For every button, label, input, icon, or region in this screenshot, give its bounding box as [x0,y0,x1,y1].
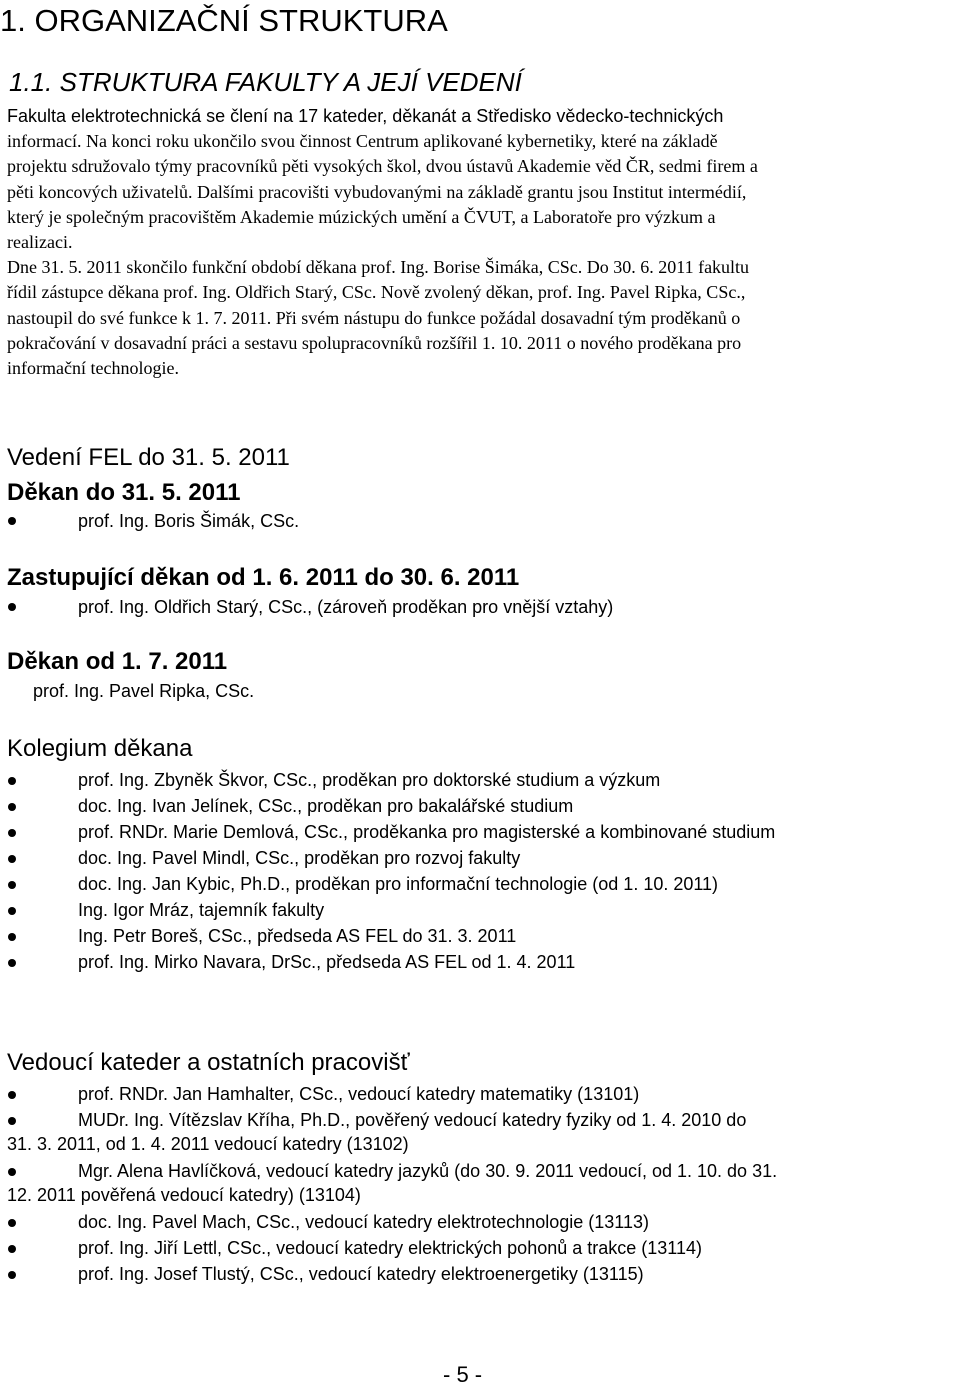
intro-line: pěti koncových uživatelů. Dalšími pracovišti vybudovanými na základě grantu jsou Institut intermédií, [7,181,747,202]
bullet-icon [8,907,16,915]
intro-line: pokračování v dosavadní práci a sestavu spolupracovníků rozšířil 1. 10. 2011 o nového proděkana pro [7,332,742,353]
kolegium-item: prof. Ing. Zbyněk Škvor, CSc., proděkan pro doktorské studium a výzkum [78,770,661,790]
bullet-icon [8,881,16,889]
kolegium-item: Ing. Petr Boreš, CSc., předseda AS FEL do 31. 3. 2011 [78,926,517,946]
intro-line: který je společným pracovištěm Akademie múzických umění a ČVUT, a Laboratoře pro výzkum a [7,206,716,227]
bullet-icon [8,603,16,611]
bullet-icon [8,959,16,967]
zastupujici-item: prof. Ing. Oldřich Starý, CSc., (zároveň proděkan pro vnější vztahy) [78,597,614,617]
kolegium-item: prof. RNDr. Marie Demlová, CSc., proděkanka pro magisterské a kombinované studium [78,822,776,842]
vedouci-heading: Vedoucí kateder a ostatních pracovišť [7,1049,410,1076]
kolegium-item: prof. Ing. Mirko Navara, DrSc., předseda AS FEL od 1. 4. 2011 [78,952,576,972]
vedouci-item: Mgr. Alena Havlíčková, vedoucí katedry jazyků (do 30. 9. 2011 vedoucí, od 1. 10. do 31. [78,1161,778,1181]
intro-line: projektu sdružovalo týmy pracovníků pěti vysokých škol, dvou ústavů Akademie věd ČR, sedmi firem a [7,156,758,177]
chapter-heading: 1. ORGANIZAČNÍ STRUKTURA [0,3,448,38]
dekan-do-item: prof. Ing. Boris Šimák, CSc. [78,511,300,531]
bullet-icon [8,933,16,941]
intro-line: informací. Na konci roku ukončilo svou činnost Centrum aplikované kybernetiky, které na základě [7,131,718,152]
vedouci-item: doc. Ing. Pavel Mach, CSc., vedoucí katedry elektrotechnologie (13113) [78,1212,649,1232]
intro-line: Dne 31. 5. 2011 skončilo funkční období děkana prof. Ing. Borise Šimáka, CSc. Do 30. 6. 2011 fakultu [7,257,750,278]
intro-line: nastoupil do své funkce k 1. 7. 2011. Při svém nástupu do funkce požádal dosavadní tým proděkanů o [7,307,741,328]
bullet-icon [8,777,16,785]
kolegium-item: doc. Ing. Ivan Jelínek, CSc., proděkan pro bakalářské studium [78,796,574,816]
kolegium-item: Ing. Igor Mráz, tajemník fakulty [78,900,325,920]
bullet-icon [8,517,16,525]
dekan-od-heading: Děkan od 1. 7. 2011 [7,648,228,675]
bullet-icon [8,1271,16,1279]
bullet-icon [8,829,16,837]
vedouci-item-continuation: 31. 3. 2011, od 1. 4. 2011 vedoucí katedry (13102) [7,1134,409,1154]
vedeni-heading: Vedení FEL do 31. 5. 2011 [7,444,290,471]
intro-line: informační technologie. [7,357,179,378]
page-number: - 5 - [443,1362,483,1387]
bullet-icon [8,1245,16,1253]
bullet-icon [8,803,16,811]
dekan-od-item: prof. Ing. Pavel Ripka, CSc. [33,681,255,701]
kolegium-item: doc. Ing. Pavel Mindl, CSc., proděkan pro rozvoj fakulty [78,848,521,868]
vedouci-item: prof. Ing. Josef Tlustý, CSc., vedoucí katedry elektroenergetiky (13115) [78,1264,644,1284]
intro-line: realizaci. [7,231,73,252]
vedouci-item: prof. Ing. Jiří Lettl, CSc., vedoucí katedry elektrických pohonů a trakce (13114) [78,1238,702,1258]
intro-paragraph [7,104,947,381]
intro-line: Fakulta elektrotechnická se člení na 17 kateder, děkanát a Středisko vědecko-technických [7,106,724,126]
vedouci-item: prof. RNDr. Jan Hamhalter, CSc., vedoucí katedry matematiky (13101) [78,1084,640,1104]
zastupujici-heading: Zastupující děkan od 1. 6. 2011 do 30. 6. 2011 [7,564,520,591]
section-heading: 1.1. STRUKTURA FAKULTY A JEJÍ VEDENÍ [9,67,522,97]
bullet-icon [8,855,16,863]
bullet-icon [8,1219,16,1227]
bullet-icon [8,1168,16,1176]
dekan-do-heading: Děkan do 31. 5. 2011 [7,479,241,506]
vedouci-item: MUDr. Ing. Vítězslav Kříha, Ph.D., pověřený vedoucí katedry fyziky od 1. 4. 2010 do [78,1110,747,1130]
kolegium-heading: Kolegium děkana [7,735,193,762]
kolegium-item: doc. Ing. Jan Kybic, Ph.D., proděkan pro informační technologie (od 1. 10. 2011) [78,874,719,894]
intro-line: řídil zástupce děkana prof. Ing. Oldřich Starý, CSc. Nově zvolený děkan, prof. Ing. Pavel Ripka, CSc., [7,282,746,303]
bullet-icon [8,1117,16,1125]
bullet-icon [8,1091,16,1099]
vedouci-item-continuation: 12. 2011 pověřená vedoucí katedry) (13104) [7,1185,361,1205]
